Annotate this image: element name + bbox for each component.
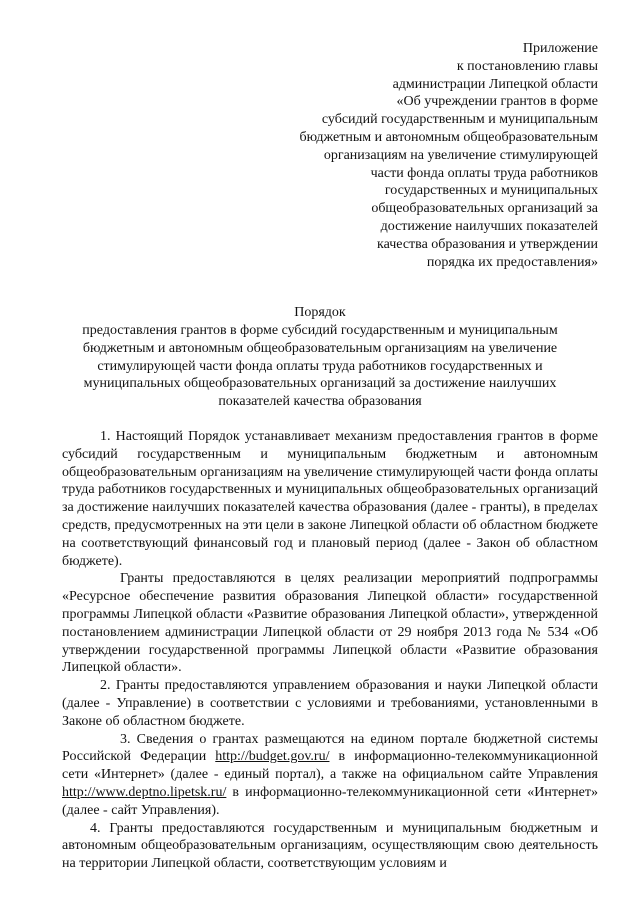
paragraph-3-text: в информационно-телекоммуникационной сети «Интернет» (далее - сайт Управления).: [62, 784, 598, 818]
paragraph-4: 4. Гранты предоставляются государственным и муниципальным бюджетным и автономным общеобразовательным организациям, осуществляющим свою деятельность на территории Липецкой области, соответствующим условиям и: [62, 820, 598, 872]
appendix-line: «Об учреждении грантов в форме: [396, 94, 598, 110]
appendix-line: порядка их предоставления»: [426, 254, 598, 270]
paragraph-3: [62, 731, 598, 820]
appendix-line: достижение наилучших показателей: [380, 218, 598, 234]
appendix-line: администрации Липецкой области: [392, 76, 598, 92]
appendix-line: государственных и муниципальных: [384, 183, 598, 199]
appendix-line: Приложение: [522, 41, 598, 56]
paragraph-grants-purpose: Гранты предоставляются в целях реализации мероприятий подпрограммы «Ресурсное обеспечение развития образования Липецкой области» государственной программы Липецкой области «Развитие образования Липецкой области», утвержденной постановлением администрации Липецкой области от 29 ноября 2013 года № 534 «Об утверждении государственной программы Липецкой области «Развитие образования Липецкой области».: [62, 571, 598, 676]
department-site-link[interactable]: http://www.deptno.lipetsk.ru/: [62, 784, 227, 800]
appendix-line: бюджетным и автономным общеобразовательным: [299, 129, 598, 145]
appendix-line: общеобразовательных организаций за: [371, 201, 598, 217]
appendix-line: субсидий государственным и муниципальным: [321, 112, 598, 128]
document-subtitle: предоставления грантов в форме субсидий государственным и муниципальным бюджетным и автономным общеобразовательным организациям на увеличение стимулирующей части фонда оплаты труда работников государственных и муниципальных общеобразовательных организаций за достижение наилучших показателей качества образования: [82, 323, 558, 410]
document-body: [62, 428, 598, 873]
paragraph-3-text: в информационно-телекоммуникационной сети «Интернет» (далее - единый портал), а также на официальном сайте Управления: [62, 749, 598, 783]
paragraph-2: 2. Гранты предоставляются управлением образования и науки Липецкой области (далее - Управление) в соответствии с условиями и требованиями, установленными в Законе об областном бюджете.: [62, 678, 598, 729]
paragraph-1: 1. Настоящий Порядок устанавливает механизм предоставления грантов в форме субсидий государственным и муниципальным бюджетным и автономным общеобразовательным организациям на увеличение стимулирующей части фонда оплаты труда работников государственных и муниципальных общеобразовательных организаций за достижение наилучших показателей качества образования (далее - гранты), в пределах средств, предусмотренных на эти цели в законе Липецкой области об областном бюджете на соответствующий финансовый год и плановый период (далее - Закон об областном бюджете).: [62, 429, 598, 569]
appendix-line: качества образования и утверждении: [376, 236, 598, 252]
budget-portal-link[interactable]: http://budget.gov.ru/: [215, 749, 330, 765]
appendix-line: части фонда оплаты труда работников: [370, 165, 598, 181]
appendix-line: организациям на увеличение стимулирующей: [323, 147, 598, 163]
paragraph-3-text: 3. Сведения о грантах размещаются на едином портале бюджетной системы Российской Федерации: [62, 731, 598, 765]
appendix-header: [238, 40, 598, 271]
appendix-line: к постановлению главы: [456, 58, 598, 74]
document-title: Порядок: [294, 305, 346, 320]
